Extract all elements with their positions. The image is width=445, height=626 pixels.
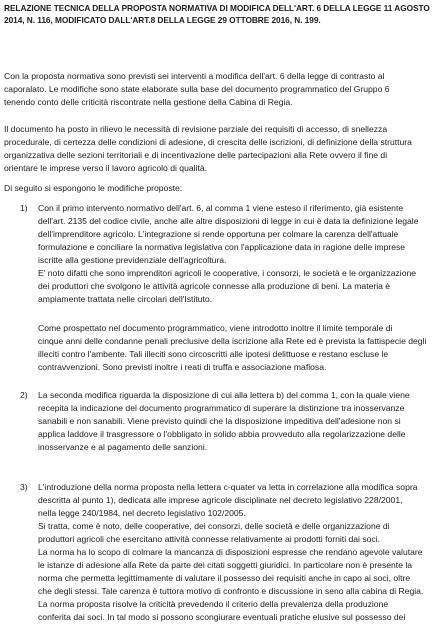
document-line: orientare le imprese verso il lavoro agricolo di qualità. [4,163,208,173]
item-line: nella legge 240/1984, nel decreto legislativo 102/2005. [38,508,246,518]
item-line: L'introduzione della norma proposta nella lettera c-quater va letta in correlazione alla modifica sopra [38,482,418,492]
item-line: contravvenzioni. Sono previsti inoltre i reati di truffa e associazione mafiosa. [38,362,327,372]
intro-line: caporalato. Le modifiche sono state elaborate sulla base del documento programmatico del Gruppo 6 [4,84,390,94]
item-line: formulazione e conciliare la normativa legislativa con l'applicazione data in ragione delle imprese [38,242,406,252]
title-line: 2014, N. 116, MODIFICATO DALL'ART.8 DELLA LEGGE 29 OTTOBRE 2016, N. 199. [4,15,321,25]
item-line: che degli stessi. Tale carenza è tuttora motivo di confronto e discussione in seno alla cabina di Regia. [38,586,424,596]
item-number: 3) [20,482,28,492]
item-line: illeciti contro l'ambente. Tali illeciti sono circoscritti alle ipotesi delittuose e restano escluse le [38,349,389,359]
item-line: cinque anni delle condanne penali preclusive della iscrizione alla Rete ed è prevista la fattispecie degli [38,336,427,346]
item-line: produttori agricoli che esercitano attività connesse relativamente ai prodotti forniti dai soci. [38,534,381,544]
item-line: ampiamente trattata nelle circolari dell'Istituto. [38,294,213,304]
item-number: 2) [20,390,28,400]
item-line: La norma proposta risolve la criticità prevedendo il criterio della prevalenza della produzione [38,599,389,609]
lead-in: Di seguito si espongono le modifiche proposte: [4,183,183,193]
item-line: E' noto difatti che sono imprenditori agricoli le cooperative, i consorzi, le società e le organizzazione [38,268,417,278]
item-line: iscritte alla gestione previdenziale dell'agricoltura. [38,255,227,265]
item-line: descritta al punto 1), dedicata alle imprese agricole disciplinate nel decreto legislativo 228/2001, [38,495,403,505]
item-line: sanabili e non sanabili. Viene previsto quindi che la disposizione impeditiva dell'adesione non si [38,416,401,426]
item-line: inosservanze e al pagamento delle sanzioni. [38,442,208,452]
item-number: 1) [20,203,28,213]
item-line: Si tratta, come è noto, delle cooperative, dei consorzi, delle società e delle organizzazione di [38,521,390,531]
item-line: dell'imprenditore agricolo. L'integrazione si rende opportuna per colmare la carenza dell'attuale [38,229,399,239]
document-line: organizzativa delle sezioni territoriali e di incentivazione delle partecipazioni alla Rete ovvero il fine di [4,150,388,160]
item-line: recepita la indicazione del documento programmatico di superare la distinzione tra inosservanze [38,403,405,413]
item-line: Come prospettato nel documento programmatico, viene introdotto inoltre il limite temporale di [38,323,393,333]
document-line: procedurale, di certezza delle condizioni di adesione, di crescita delle iscrizioni, di definizione della struttura [4,137,412,147]
item-line: conferita dai soci. In tal modo si possono scongiurare eventuali pratiche elusive sul possesso dei [38,612,406,622]
item-line: Con il primo intervento normativo dell'art. 6, al comma 1 viene esteso il riferimento, già esistente [38,203,404,213]
item-line: dei produttori che svolgono le attività agricole connesse alla produzione di beni. La materia è [38,281,391,291]
item-line: applica laddove il trasgressore o l'obbligato in solido abbia provveduto alla regolarizzazione delle [38,429,406,439]
item-line: La norma ha lo scopo di colmare la mancanza di disposizioni espresse che rendano agevole valutare [38,547,423,557]
item-line: La seconda modifica riguarda la disposizione di cui alla lettera b) del comma 1, con la quale viene [38,390,410,400]
document-line: Il documento ha posto in rilievo le necessità di revisione parziale dei requisiti di accesso, di snellezza [4,124,388,134]
item-line: le istanze di adesione alla Rete da parte dei citati soggetti giuridici. In particolare non è presente la [38,560,413,570]
intro-line: tenendo conto delle criticità riscontrate nella gestione della Cabina di Regia. [4,97,293,107]
intro-line: Con la proposta normativa sono previsti sei interventi a modifica dell'art. 6 della legge di contrasto al [4,71,385,81]
item-line: dell'art. 2135 del codice civile, anche alle altre disposizioni di legge in cui è data la definizione legale [38,216,419,226]
title-line: RELAZIONE TECNICA DELLA PROPOSTA NORMATIVA DI MODIFICA DELL'ART. 6 DELLA LEGGE 11 AGOSTO [4,3,430,13]
item-line: norma che permetta legittimamente di valutare il possesso dei requisiti anche in capo ai soci, oltre [38,573,411,583]
